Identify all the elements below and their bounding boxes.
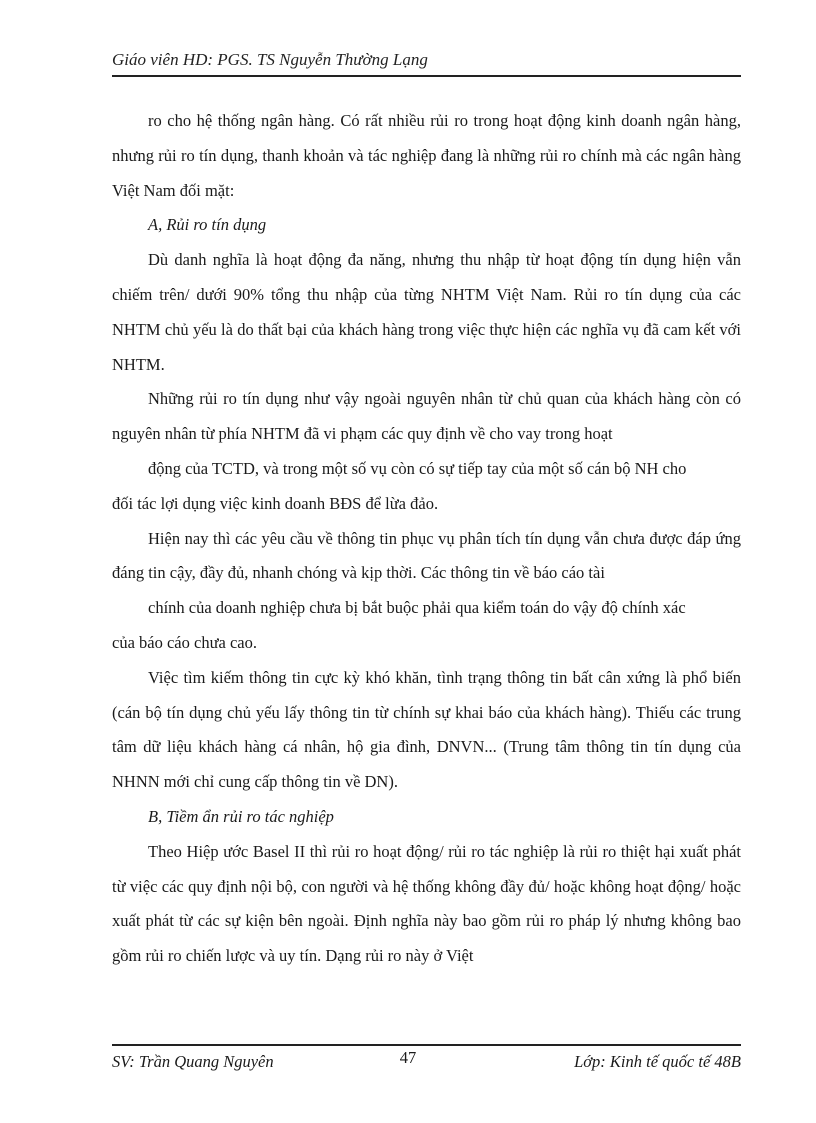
paragraph-3b: động của TCTD, và trong một số vụ còn có sự tiếp tay của một số cán bộ NH cho: [148, 458, 687, 478]
page-number: 47: [399, 1048, 417, 1067]
paragraph-3a: Những rủi ro tín dụng như vậy ngoài nguyên nhân từ chủ quan của khách hàng còn có nguyên nhân từ phía NHTM đã vi phạm các quy định về cho vay trong hoạt: [112, 389, 741, 444]
paragraph-5: Việc tìm kiếm thông tin cực kỳ khó khăn, tình trạng thông tin bất cân xứng là phổ biến (cán bộ tín dụng chủ yếu lấy thông tin từ chính sự khai báo của khách hàng). Thiếu các trung tâm dữ liệu khách hàng cá nhân, hộ gia đình, DNVN... (Trung tâm thông tin tín dụng của NHNN mới chỉ cung cấp thông tin về DN).: [112, 667, 741, 792]
heading-credit-risk: A, Rủi ro tín dụng: [148, 215, 267, 235]
heading-operational-risk: B, Tiềm ẩn rủi ro tác nghiệp: [148, 806, 334, 826]
footer-class: Lớp: Kinh tế quốc tế 48B: [574, 1052, 741, 1071]
paragraph-6: Theo Hiệp ước Basel II thì rủi ro hoạt động/ rủi ro tác nghiệp là rủi ro thiệt hại xuất phát từ việc các quy định nội bộ, con người và hệ thống không đầy đủ/ hoặc không hoạt động/ hoặc xuất phát từ các sự kiện bên ngoài. Định nghĩa này bao gồm rủi ro pháp lý nhưng không bao gồm rủi ro chiến lược và uy tín. Dạng rủi ro này ở Việt: [112, 841, 741, 966]
paragraph-3c: đối tác lợi dụng việc kinh doanh BĐS để lừa đảo.: [112, 493, 439, 513]
footer-student: SV: Trần Quang Nguyên: [112, 1052, 274, 1071]
footer-rule: [112, 1044, 741, 1046]
paragraph-2: Dù danh nghĩa là hoạt động đa năng, nhưng thu nhập từ hoạt động tín dụng hiện vẫn chiếm trên/ dưới 90% tổng thu nhập của từng NHTM Việt Nam. Rủi ro tín dụng của các NHTM chủ yếu là do thất bại của khách hàng trong việc thực hiện các nghĩa vụ đã cam kết với NHTM.: [112, 250, 741, 374]
paragraph-4a: Hiện nay thì các yêu cầu về thông tin phục vụ phân tích tín dụng vẫn chưa được đáp ứng đáng tin cậy, đầy đủ, nhanh chóng và kịp thời. Các thông tin về báo cáo tài: [112, 528, 741, 583]
paragraph-4c: của báo cáo chưa cao.: [112, 632, 257, 652]
page-header: Giáo viên HD: PGS. TS Nguyễn Thường Lạng: [112, 50, 428, 69]
header-rule: [112, 75, 741, 77]
document-body: [112, 104, 741, 974]
paragraph-4b: chính của doanh nghiệp chưa bị bắt buộc phải qua kiểm toán do vậy độ chính xác: [148, 598, 686, 618]
paragraph-1: ro cho hệ thống ngân hàng. Có rất nhiều rủi ro trong hoạt động kinh doanh ngân hàng, nhưng rủi ro tín dụng, thanh khoản và tác nghiệp đang là những rủi ro chính mà các ngân hàng Việt Nam đối mặt:: [112, 111, 741, 200]
